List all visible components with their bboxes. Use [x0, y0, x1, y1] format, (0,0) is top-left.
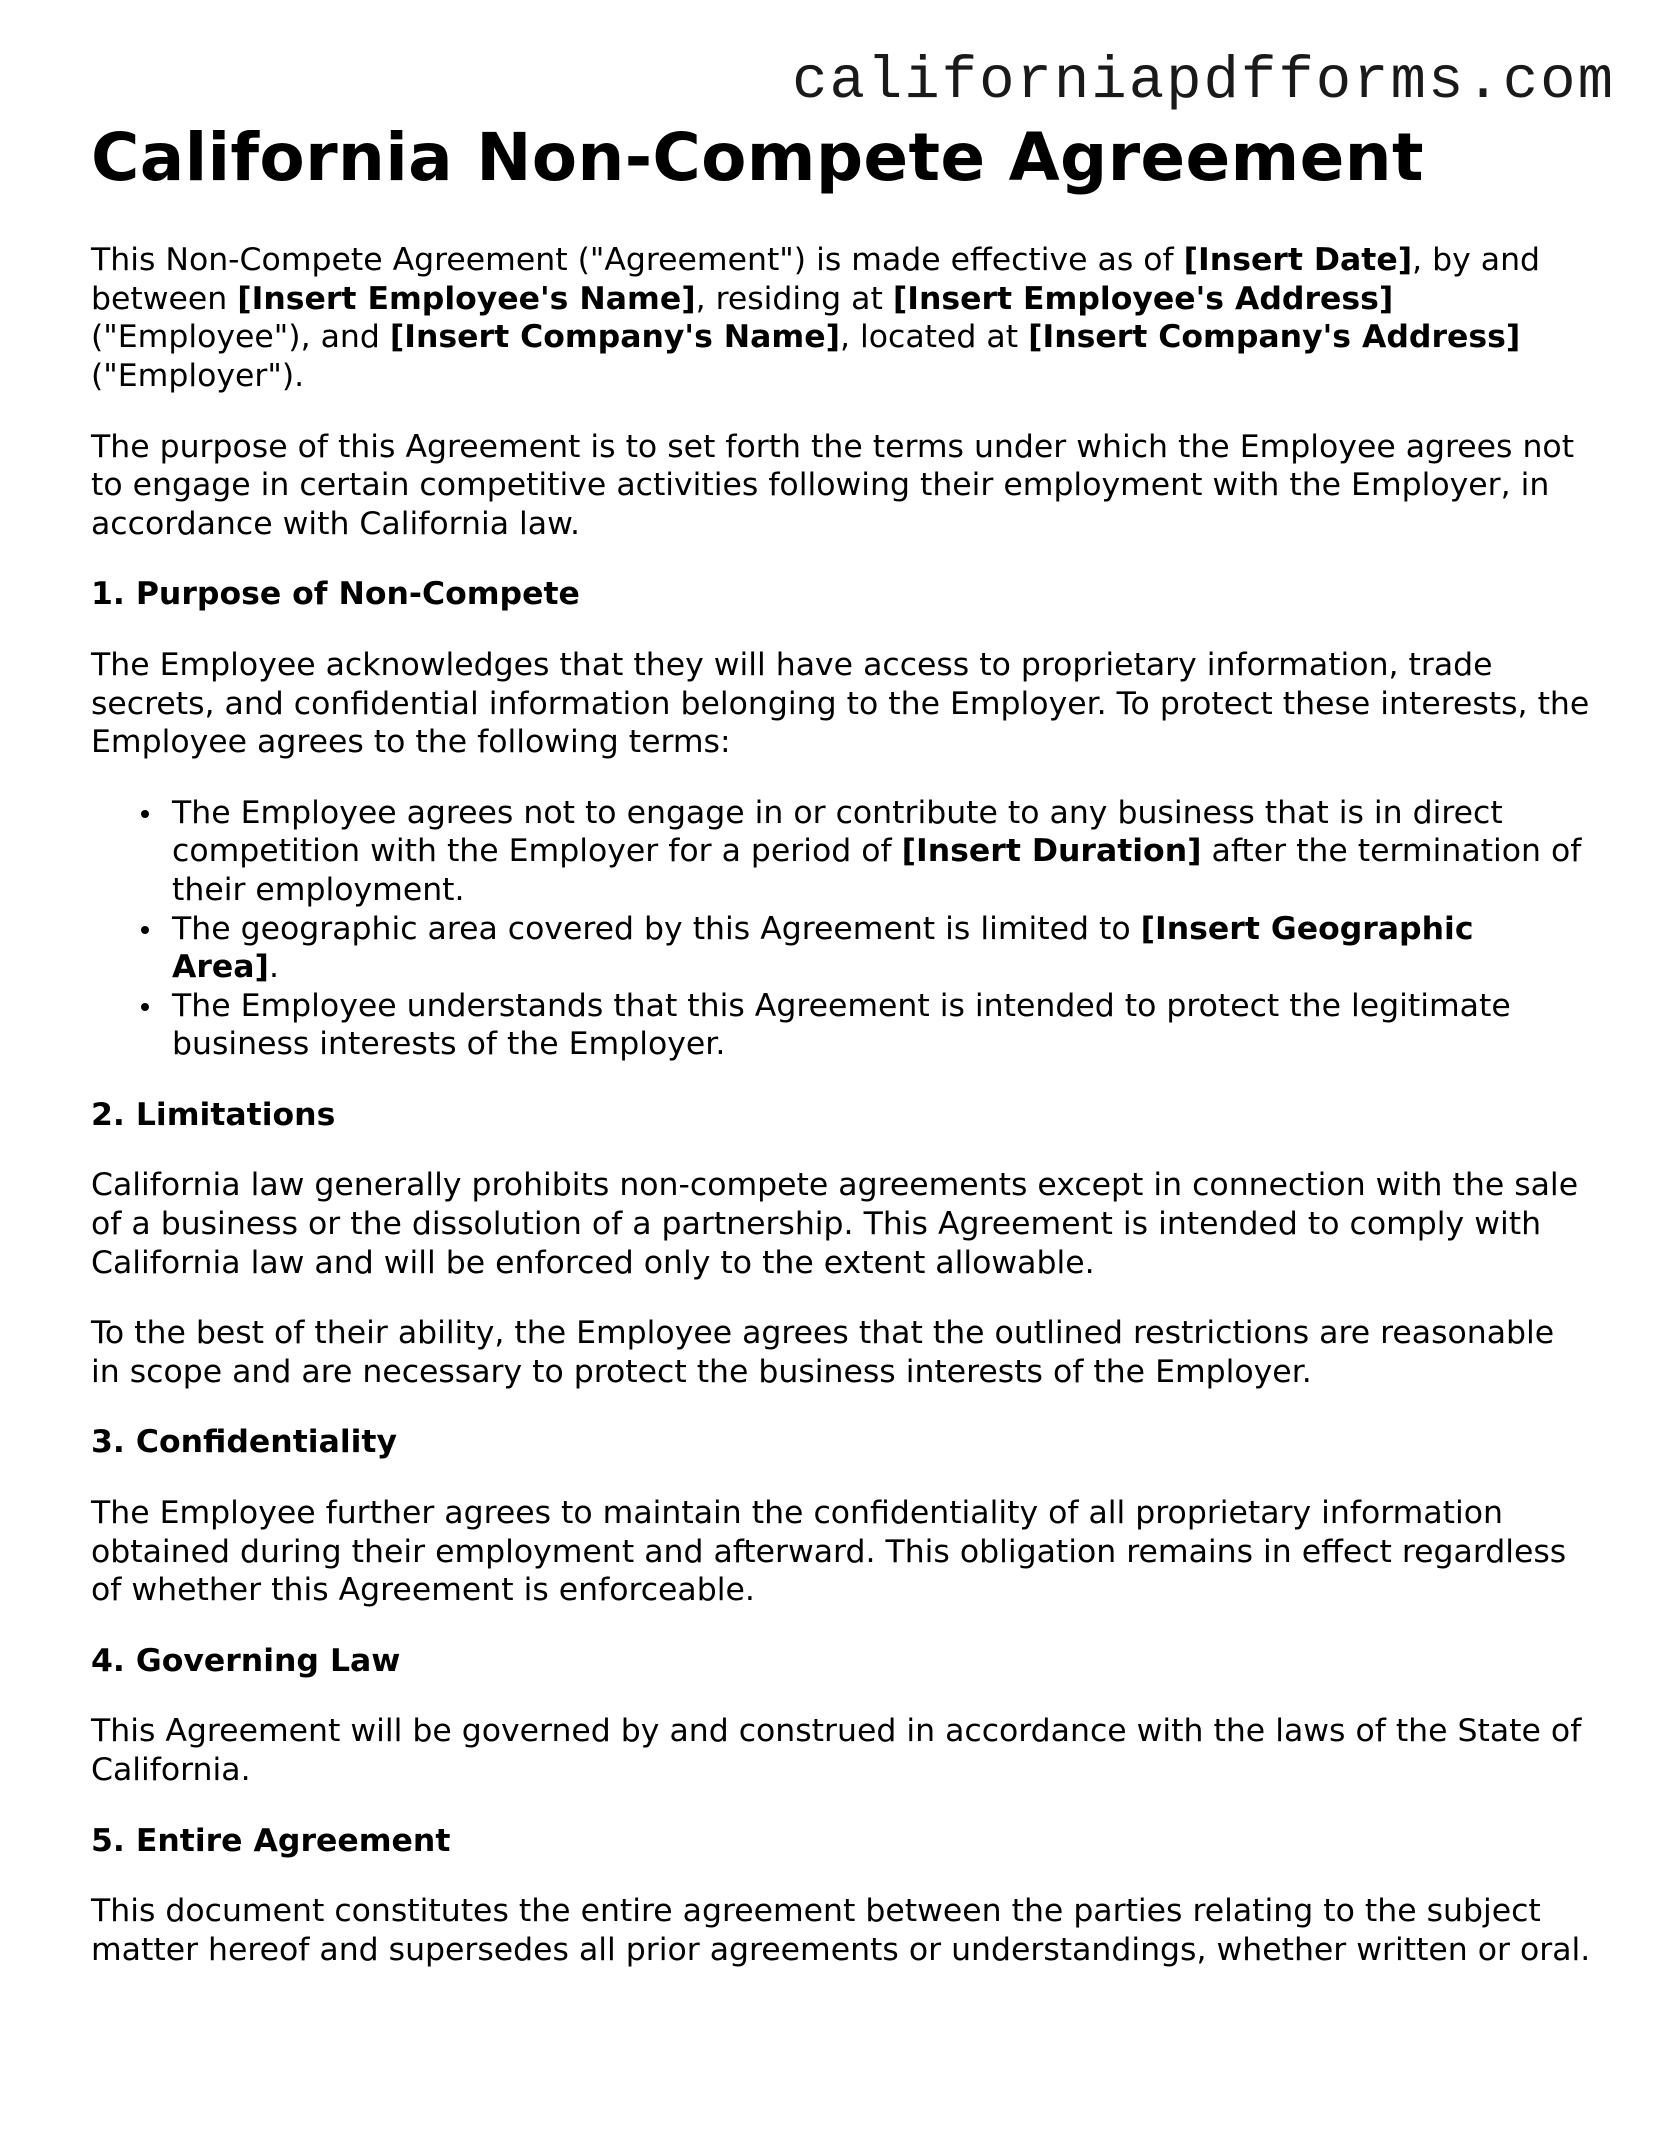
placeholder-duration: [Insert Duration]: [901, 833, 1202, 870]
intro-text-2: , by and between: [91, 242, 1541, 317]
intro-text-1: This Non-Compete Agreement ("Agreement") is made effective as of: [91, 242, 1184, 279]
placeholder-date: [Insert Date]: [1183, 242, 1413, 279]
section-1-bullet-list: [91, 794, 1591, 1064]
section-2-paragraph-2: To the best of their ability, the Employee agrees that the outlined restrictions are reasonable in scope and are necessary to protect the business interests of the Employer.: [91, 1315, 1555, 1390]
section-3-paragraph: The Employee further agrees to maintain the confidentiality of all proprietary information obtained during their employment and afterward. This obligation remains in effect regardless of whether this Agreement is enforceable.: [91, 1495, 1567, 1609]
bullet-1-text-2: after the termination of their employment.: [172, 833, 1582, 908]
intro-text-5: , located at: [840, 319, 1029, 356]
section-5-paragraph: This document constitutes the entire agreement between the parties relating to the subject matter hereof and supersedes all prior agreements or understandings, whether written or oral.: [91, 1893, 1591, 1968]
intro-text-4: ("Employee"), and: [91, 319, 390, 356]
intro-paragraph: [91, 241, 1591, 395]
placeholder-company-address: [Insert Company's Address]: [1028, 319, 1521, 356]
section-1-bullet-duration: [172, 794, 1591, 910]
intro-text-3: , residing at: [695, 280, 893, 317]
document-title: California Non-Compete Agreement: [91, 119, 1424, 196]
placeholder-employee-name: [Insert Employee's Name]: [237, 280, 696, 317]
placeholder-company-name: [Insert Company's Name]: [389, 319, 840, 356]
bullet-2-text-1: The geographic area covered by this Agreement is limited to: [172, 910, 1141, 947]
section-4-paragraph: This Agreement will be governed by and construed in accordance with the laws of the State of California.: [91, 1713, 1582, 1788]
section-1-paragraph: The Employee acknowledges that they will have access to proprietary information, trade secrets, and confidential information belonging to the Employer. To protect these interests, the Employee agrees to the following terms:: [91, 646, 1590, 761]
section-2-paragraph-1: California law generally prohibits non-compete agreements except in connection with the sale of a business or the dissolution of a partnership. This Agreement is intended to comply with California law and will be enforced only to the extent allowable.: [91, 1167, 1579, 1281]
bullet-1-text-1: The Employee agrees not to engage in or contribute to any business that is in direct competition with the Employer for a period of: [172, 794, 1503, 870]
section-1-bullet-interests: The Employee understands that this Agreement is intended to protect the legitimate business interests of the Employer.: [172, 987, 1591, 1064]
document-page: [91, 118, 1591, 2001]
section-1-heading: 1. Purpose of Non-Compete: [91, 576, 580, 613]
section-5-heading: 5. Entire Agreement: [91, 1822, 451, 1859]
purpose-paragraph: The purpose of this Agreement is to set forth the terms under which the Employee agrees not to engage in certain competitive activities following their employment with the Employer, in accordance with California law.: [91, 428, 1575, 542]
intro-text-6: ("Employer").: [91, 357, 305, 394]
section-4-heading: 4. Governing Law: [91, 1642, 401, 1679]
placeholder-employee-address: [Insert Employee's Address]: [892, 280, 1394, 317]
watermark-site-name: californiapdfforms.com: [792, 48, 1615, 115]
placeholder-geographic-area: [Insert Geographic Area]: [172, 910, 1474, 986]
section-3-heading: 3. Confidentiality: [91, 1424, 398, 1461]
bullet-2-text-2: .: [268, 949, 279, 986]
section-1-bullet-geography: [172, 910, 1591, 987]
section-2-heading: 2. Limitations: [91, 1096, 336, 1133]
